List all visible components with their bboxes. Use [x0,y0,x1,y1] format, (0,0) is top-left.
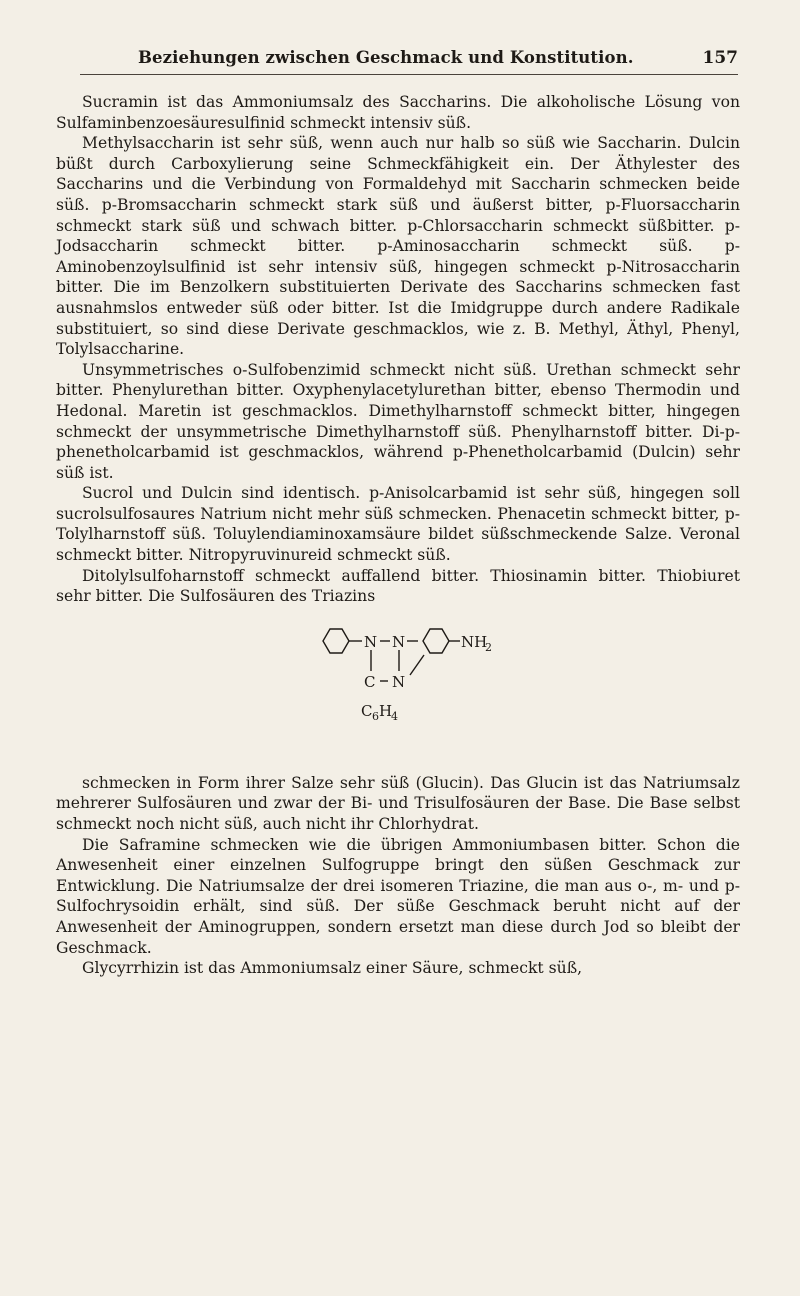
paragraph-methylsaccharin: Methylsaccharin ist sehr süß, wenn auch nur halb so süß wie Saccharin. Dulcin büßt durch Carboxylierung seine Schmeckfähigkeit ein. Der Äthylester des Saccharins und die Verbindung von Formaldehyd mit Saccharin schmecken beide süß. p-Bromsaccharin schmeckt stark süß und äußerst bitter, p-Fluorsaccharin schmeckt stark süß und schwach bitter. p-Chlorsaccharin schmeckt süßbitter. p-Jodsaccharin schmeckt bitter. p-Aminosaccharin schmeckt süß. p-Aminobenzoylsulfinid ist sehr intensiv süß, hingegen schmeckt p-Nitrosaccharin bitter. Die im Benzolkern substituierten Derivate des Saccharins schmecken fast ausnahmslos entweder süß oder bitter. Ist die Imidgruppe durch andere Radikale substituiert, so sind diese Derivate geschmacklos, wie z. B. Methyl, Äthyl, Phenyl, Tolylsaccharine. [56,134,740,359]
paragraph-sucramin: Sucramin ist das Ammoniumsalz des Saccharins. Die alkoholische Lösung von Sulfaminbenzoesäuresulfinid schmeckt intensiv süß. [56,93,740,132]
header-rule [80,74,738,75]
formula-atom-n3: N [392,672,406,691]
right-benzene-ring [423,629,449,653]
formula-atom-n2: N [392,632,406,651]
formula-c6h4-h: H [379,701,393,720]
formula-c6h4-4: 4 [391,709,398,723]
paragraph-sulfobenzimid: Unsymmetrisches o-Sulfobenzimid schmeckt nicht süß. Urethan schmeckt sehr bitter. Phenylurethan bitter. Oxyphenylacetylurethan bitter, ebenso Thermodin und Hedonal. Maretin ist geschmacklos. Dimethylharnstoff schmeckt bitter, hingegen schmeckt der unsymmetrische Dimethylharnstoff süß. Phenylharnstoff bitter. Di-p-phenetholcarbamid ist geschmacklos, während p-Phenetholcarbamid (Dulcin) sehr süß ist. [56,360,740,482]
paragraph-glycyrrhizin: Glycyrrhizin ist das Ammoniumsalz einer Säure, schmeckt süß, [82,959,583,978]
formula-nh2-n: NH [461,632,488,651]
paragraph-saframine: Die Saframine schmecken wie die übrigen Ammoniumbasen bitter. Schon die Anwesenheit einer einzelnen Sulfogruppe bringt den süßen Geschmack zur Entwicklung. Die Natriumsalze der drei isomeren Triazine, die man aus o-, m- und p-Sulfochrysoidin erhält, sind süß. Der süße Geschmack beruht nicht auf der Anwesenheit der Aminogruppen, sondern ersetzt man diese durch Jod so bleibt der Geschmack. [56,835,740,957]
page-header [80,48,738,78]
left-benzene-ring [323,629,349,653]
running-head: Beziehungen zwischen Geschmack und Konstitution. [138,48,634,67]
formula-atom-n1: N [364,632,378,651]
page-number: 157 [702,48,738,68]
formula-atom-c: C [364,672,376,691]
formula-nh2-sub: 2 [485,640,492,654]
paragraph-sucrol: Sucrol und Dulcin sind identisch. p-Anisolcarbamid ist sehr süß, hingegen soll sucrolsulfosaures Natrium nicht mehr süß schmecken. Phenacetin schmeckt bitter, p-Tolylharnstoff süß. Toluylendiaminoxamsäure bildet süßschmeckende Salze. Veronal schmeckt bitter. Nitropyruvinureid schmeckt süß. [56,484,740,565]
triazine-structural-formula [56,619,740,759]
formula-c6h4-6: 6 [372,709,379,723]
body-text [56,92,740,979]
paragraph-ditolylsulfoharnstoff: Ditolylsulfoharnstoff schmeckt auffallend bitter. Thiosinamin bitter. Thiobiuret sehr bitter. Die Sulfosäuren des Triazins [56,566,740,606]
paragraph-glucin: schmecken in Form ihrer Salze sehr süß (Glucin). Das Glucin ist das Natriumsalz mehrerer Sulfosäuren und zwar der Bi- und Trisulfosäuren der Base. Die Base selbst schmeckt noch nicht süß, auch nicht ihr Chlorhydrat. [56,773,740,834]
formula-c6h4-c: C [361,701,373,720]
formula-drawing [56,619,740,759]
